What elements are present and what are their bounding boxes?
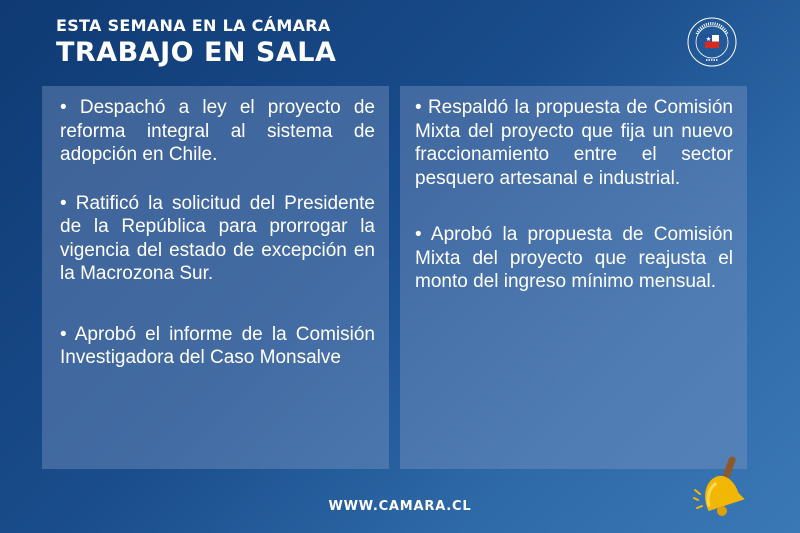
website-url[interactable]: WWW.CAMARA.CL [328, 499, 472, 514]
header [56, 16, 336, 70]
camara-seal-logo [686, 16, 738, 68]
left-column-card [42, 86, 389, 469]
list-item: • Aprobó el informe de la Comisión Investigadora del Caso Monsalve [60, 323, 375, 368]
header-subtitle: ESTA SEMANA EN LA CÁMARA [56, 16, 331, 35]
list-item: • Aprobó la propuesta de Comisión Mixta del proyecto que reajusta el monto del ingreso mínimo mensual. [415, 224, 733, 292]
bell-icon [692, 454, 748, 520]
list-item: • Despachó a ley el proyecto de reforma integral al sistema de adopción en Chile. [60, 97, 375, 165]
list-item: • Ratificó la solicitud del Presidente de la República para prorrogar la vigencia del estado de excepción en la Macrozona Sur. [60, 192, 375, 284]
list-item: • Respaldó la propuesta de Comisión Mixta del proyecto que fija un nuevo fraccionamiento entre el sector pesquero artesanal e industrial. [415, 97, 733, 189]
right-column-card [400, 86, 747, 469]
page-title: TRABAJO EN SALA [56, 37, 337, 68]
